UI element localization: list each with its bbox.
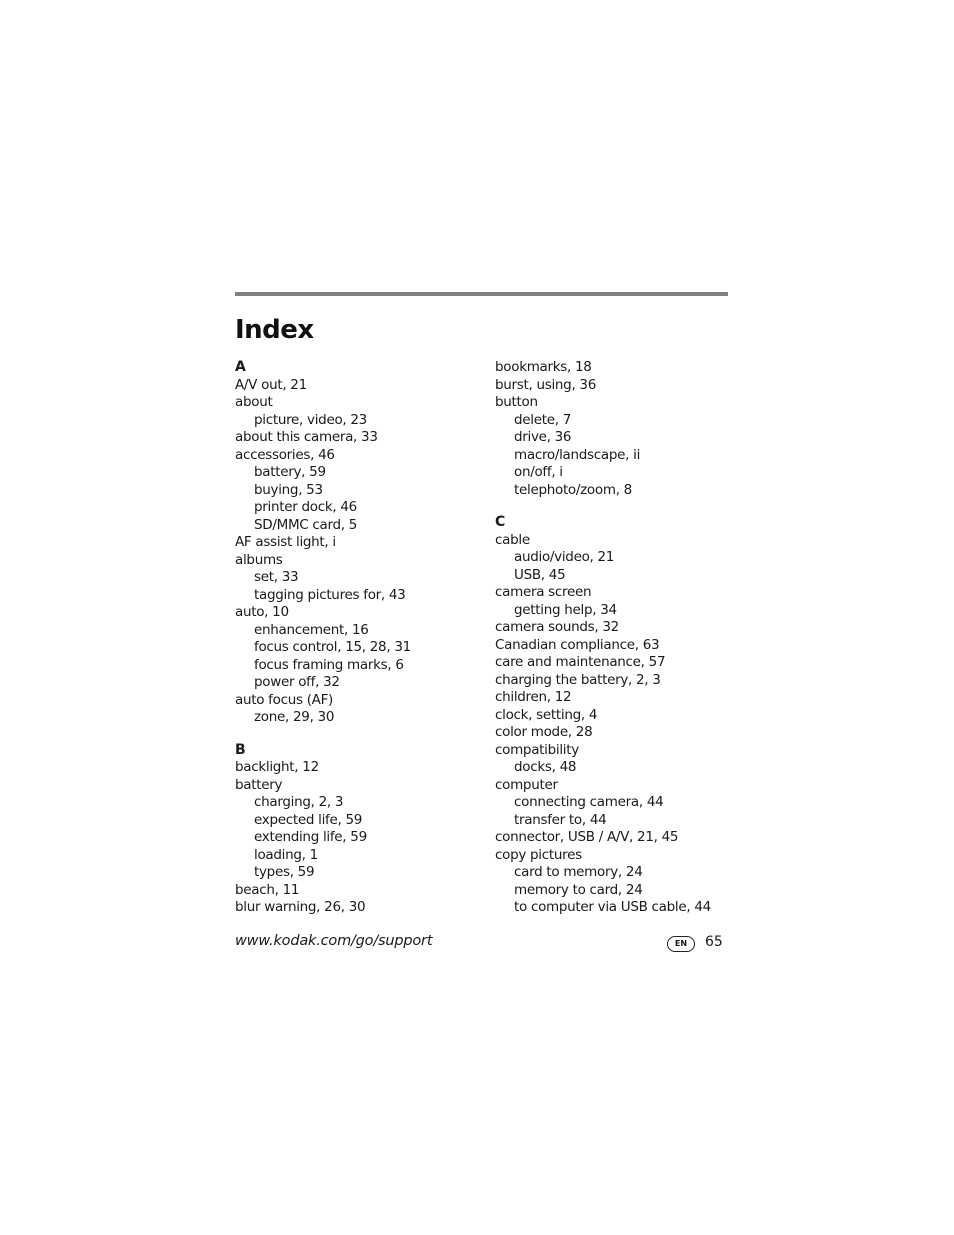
index-entry: children, 12 — [495, 689, 572, 705]
index-subentry: printer dock, 46 — [254, 499, 357, 515]
index-subentry: transfer to, 44 — [514, 811, 607, 828]
index-subentry: loading, 1 — [254, 846, 318, 863]
index-subentry: zone, 29, 30 — [254, 709, 335, 725]
index-subentry: buying, 53 — [254, 481, 323, 498]
index-section — [235, 742, 485, 917]
index-entry: about — [235, 394, 273, 410]
index-entry: AF assist light, i — [235, 534, 336, 550]
index-entry: beach, 11 — [235, 881, 300, 898]
index-entry: camera sounds, 32 — [495, 619, 619, 635]
index-entry: computer — [495, 776, 558, 793]
index-subentry: getting help, 34 — [514, 601, 617, 618]
index-entry: copy pictures — [495, 846, 582, 863]
index-entry: auto focus (AF) — [235, 691, 334, 708]
index-entry: compatibility — [495, 741, 579, 758]
index-entry: burst, using, 36 — [495, 376, 597, 393]
page-title: Index — [235, 315, 314, 345]
index-subentry: enhancement, 16 — [254, 621, 369, 638]
index-subentry: focus control, 15, 28, 31 — [254, 639, 411, 655]
index-subentry: on/off, i — [514, 464, 563, 480]
index-subentry: picture, video, 23 — [254, 411, 367, 428]
index-subentry: docks, 48 — [514, 759, 577, 775]
index-subentry: macro/landscape, ii — [514, 446, 641, 463]
index-entry: bookmarks, 18 — [495, 359, 592, 375]
index-entry: blur warning, 26, 30 — [235, 899, 366, 915]
index-section — [495, 359, 745, 499]
index-subentry: memory to card, 24 — [514, 881, 643, 898]
section-letter: A — [235, 359, 246, 375]
index-entry: camera screen — [495, 584, 592, 600]
index-entry: connector, USB / A/V, 21, 45 — [495, 829, 679, 845]
index-entry: battery — [235, 776, 283, 793]
index-subentry: connecting camera, 44 — [514, 794, 664, 810]
index-entry: charging the battery, 2, 3 — [495, 671, 661, 688]
section-letter: B — [235, 741, 246, 758]
index-subentry: set, 33 — [254, 569, 299, 585]
index-subentry: tagging pictures for, 43 — [254, 586, 406, 603]
index-column-left — [235, 359, 485, 932]
index-subentry: battery, 59 — [254, 464, 326, 480]
index-subentry: drive, 36 — [514, 429, 572, 445]
index-subentry: telephoto/zoom, 8 — [514, 481, 632, 498]
index-subentry: extending life, 59 — [254, 829, 367, 845]
index-subentry: power off, 32 — [254, 674, 340, 690]
index-entry: clock, setting, 4 — [495, 706, 598, 723]
index-section — [495, 514, 745, 917]
index-subentry: SD/MMC card, 5 — [254, 516, 358, 533]
index-entry: button — [495, 394, 538, 410]
index-entry: color mode, 28 — [495, 724, 593, 740]
index-entry: backlight, 12 — [235, 759, 319, 775]
index-entry: auto, 10 — [235, 604, 289, 620]
index-subentry: to computer via USB cable, 44 — [514, 899, 711, 915]
index-subentry: audio/video, 21 — [514, 549, 615, 565]
language-badge: EN — [667, 936, 695, 952]
index-entry: cable — [495, 531, 530, 548]
index-subentry: focus framing marks, 6 — [254, 656, 404, 673]
index-section — [235, 359, 485, 727]
index-entry: accessories, 46 — [235, 446, 335, 463]
index-subentry: types, 59 — [254, 864, 315, 880]
page-number: 65 — [705, 934, 723, 950]
support-url[interactable]: www.kodak.com/go/support — [235, 933, 433, 949]
index-entry: albums — [235, 551, 283, 568]
index-entry: Canadian compliance, 63 — [495, 636, 660, 653]
index-entry: about this camera, 33 — [235, 429, 378, 445]
index-subentry: delete, 7 — [514, 411, 572, 428]
index-entry: care and maintenance, 57 — [495, 654, 666, 670]
index-subentry: USB, 45 — [514, 566, 566, 583]
index-subentry: card to memory, 24 — [514, 864, 643, 880]
index-column-right — [495, 359, 745, 932]
index-entry: A/V out, 21 — [235, 376, 307, 393]
section-letter: C — [495, 514, 506, 530]
index-subentry: expected life, 59 — [254, 811, 363, 828]
header-rule — [235, 292, 728, 296]
index-subentry: charging, 2, 3 — [254, 794, 344, 810]
